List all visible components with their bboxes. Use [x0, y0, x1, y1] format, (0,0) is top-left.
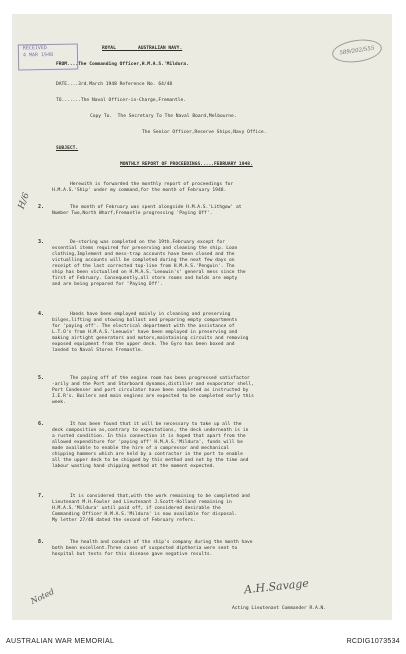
subject-text: MONTHLY REPORT OF PROCEEDINGS.....FEBRUARY 1948. — [120, 162, 253, 167]
paragraph-7-line-2: Lieutenant M.H.Fowler and Lieutenant J.Scott-Holland remaining in — [52, 500, 232, 505]
paragraph-6-line-4: allowed expenditure for 'paying off' H.M.A.S.'Mildura', funds will be — [52, 440, 243, 445]
paragraph-8-line-3: hospital but tests for this disease gave negative results. — [52, 552, 213, 557]
footer-archive-name: AUSTRALIAN WAR MEMORIAL — [6, 638, 115, 645]
footer-record-id: RCDIG1073534 — [346, 638, 400, 645]
paragraph-6-line-8: labour wasting hand chipping method at the moment expected. — [52, 464, 216, 469]
paragraph-3-line-1: De-storing was completed on the 19th.February except for — [70, 240, 225, 245]
paragraph-3-line-5: receipt of the last corrected top-line from H.M.A.S.'Penguin'. The — [52, 264, 235, 269]
paragraph-6-line-5: made available to enable the hire of a compressor and mechanical — [52, 446, 230, 451]
paragraph-2-line-1: The month of February was spent alongside H.M.A.S.'Lithgow' at — [70, 205, 242, 210]
paragraph-1-line-2: H.M.A.S.'Ship' under my command,for the month of February 1948. — [52, 188, 227, 193]
copy-to-line: Copy To. The Secretary To The Naval Board,Melbourne. — [90, 114, 237, 119]
paragraph-3-line-4: victualling accounts will be completed during the next few days on — [52, 258, 235, 263]
received-stamp-date: 4 MAR 1948 — [22, 51, 54, 59]
paragraph-6-line-3: a rusted condition. In this connection it is hoped that apart from the — [52, 434, 246, 439]
paragraph-2-number: 2. — [38, 204, 45, 210]
paragraph-6-line-6: chipping hammers which are held by a contractor in the port to enable — [52, 452, 243, 457]
paragraph-3-number: 3. — [38, 239, 45, 245]
paragraph-6-number: 6. — [38, 421, 45, 427]
paragraph-4-line-1: Hands have been employed mainly in cleaning and preserving — [70, 312, 231, 317]
paragraph-6-line-2: deck composition as,contrary to expectations, the deck underneath is in — [52, 428, 249, 433]
paragraph-3-line-7: first of February. Consequently,all store rooms and holds are empty — [52, 276, 238, 281]
copy-to-line-2: The Senior Officer,Reserve Ships,Navy Office. — [142, 130, 267, 135]
received-stamp-label: RECEIVED — [22, 45, 47, 52]
paragraph-8-line-2: both been excellent.Three cases of suspected diptheria were sent to — [52, 546, 238, 551]
paragraph-4-line-2: bilges,lifting and stowing ballast and preparing empty compartments — [52, 318, 238, 323]
paragraph-8-number: 8. — [38, 539, 45, 545]
paragraph-7-line-4: Commanding Officer H.M.A.S.'Mildura' is now available for disposal. — [52, 512, 238, 517]
paragraph-7-number: 7. — [38, 493, 45, 499]
paragraph-5-line-2: -arily and the Port and Starboard dynamos,distiller and evaporator shell, — [52, 382, 254, 387]
paragraph-6-line-1: It has been found that it will be necessary to take up all the — [70, 422, 242, 427]
paragraph-7-line-3: H.M.A.S.'Mildura' until paid off, if considered desirable the — [52, 506, 221, 511]
date-line: DATE....3rd.March 1948 Reference No. 64/48 — [56, 82, 173, 87]
paragraph-2-line-2: Number Two,North Wharf,Fremantle progressing 'Paying Off'. — [52, 211, 213, 216]
paragraph-3-line-6: ship has been victualled on H.M.A.S.'Leeuwin's' general mess since the — [52, 270, 246, 275]
paragraph-4-line-5: making airtight generators and motors,maintaining circuits and removing — [52, 336, 249, 341]
from-line: FROM....The Commanding Officer,H.M.A.S.'Mildura. — [56, 62, 189, 67]
paragraph-8-line-1: The health and conduct of the ship's company during the month have — [70, 540, 253, 545]
signature-title: Acting Lieutenant Commander R.A.N. — [232, 606, 327, 611]
paragraph-5-line-4: I.E.R's. Boilers and main engines are expected to be completed early this — [52, 394, 254, 399]
paragraph-4-line-7: landed to Naval Stores Fremantle. — [52, 348, 144, 353]
paragraph-5-line-5: week. — [52, 400, 66, 405]
paragraph-3-line-3: clothing,Implement and mess-trap accounts have been closed and the — [52, 252, 235, 257]
paragraph-3-line-8: and are being prepared for 'Paying Off'. — [52, 282, 163, 287]
paragraph-4-line-6: exposed equipment from the upper deck. The Gyro has been boxed and — [52, 342, 235, 347]
reference-stamp: 589/202/555 — [331, 37, 384, 66]
paragraph-5-line-1: The paying off of the engine room has been progressed satisfactor — [70, 376, 250, 381]
paragraph-6-line-7: all the upper deck to be chipped by this method and not by the time and — [52, 458, 249, 463]
paragraph-4-number: 4. — [38, 311, 45, 317]
margin-note-left: H/6 — [16, 191, 32, 211]
letterhead-title: ROYAL AUSTRALIAN NAVY. — [102, 46, 183, 51]
signature-scrawl: A.H.Savage — [243, 576, 310, 597]
paragraph-3-line-2: essential items required for preserving and cleaning the ship. Loan — [52, 246, 238, 251]
to-line: TO.......The Naval Officer-in-Charge,Fremantle. — [56, 98, 186, 103]
paragraph-5-number: 5. — [38, 375, 45, 381]
subject-label: SUBJECT. — [56, 146, 79, 151]
paragraph-7-line-5: My letter 27/48 dated the second of February refers. — [52, 518, 196, 523]
paragraph-4-line-4: L.T.O's from H.M.A.S.'Leeuwin' have been employed in preserving and — [52, 330, 238, 335]
paragraph-7-line-1: It is considered that,with the work remaining to be completed and — [70, 494, 250, 499]
paragraph-5-line-3: Port Condenser and port circulator have been completed as instructed by — [52, 388, 249, 393]
paragraph-1-line-1: Herewith is forwarded the monthly report of proceedings for — [70, 182, 234, 187]
margin-note-bottom: Noted — [29, 587, 56, 606]
paragraph-4-line-3: for 'paying off'. The electrical department with the assistance of — [52, 324, 235, 329]
